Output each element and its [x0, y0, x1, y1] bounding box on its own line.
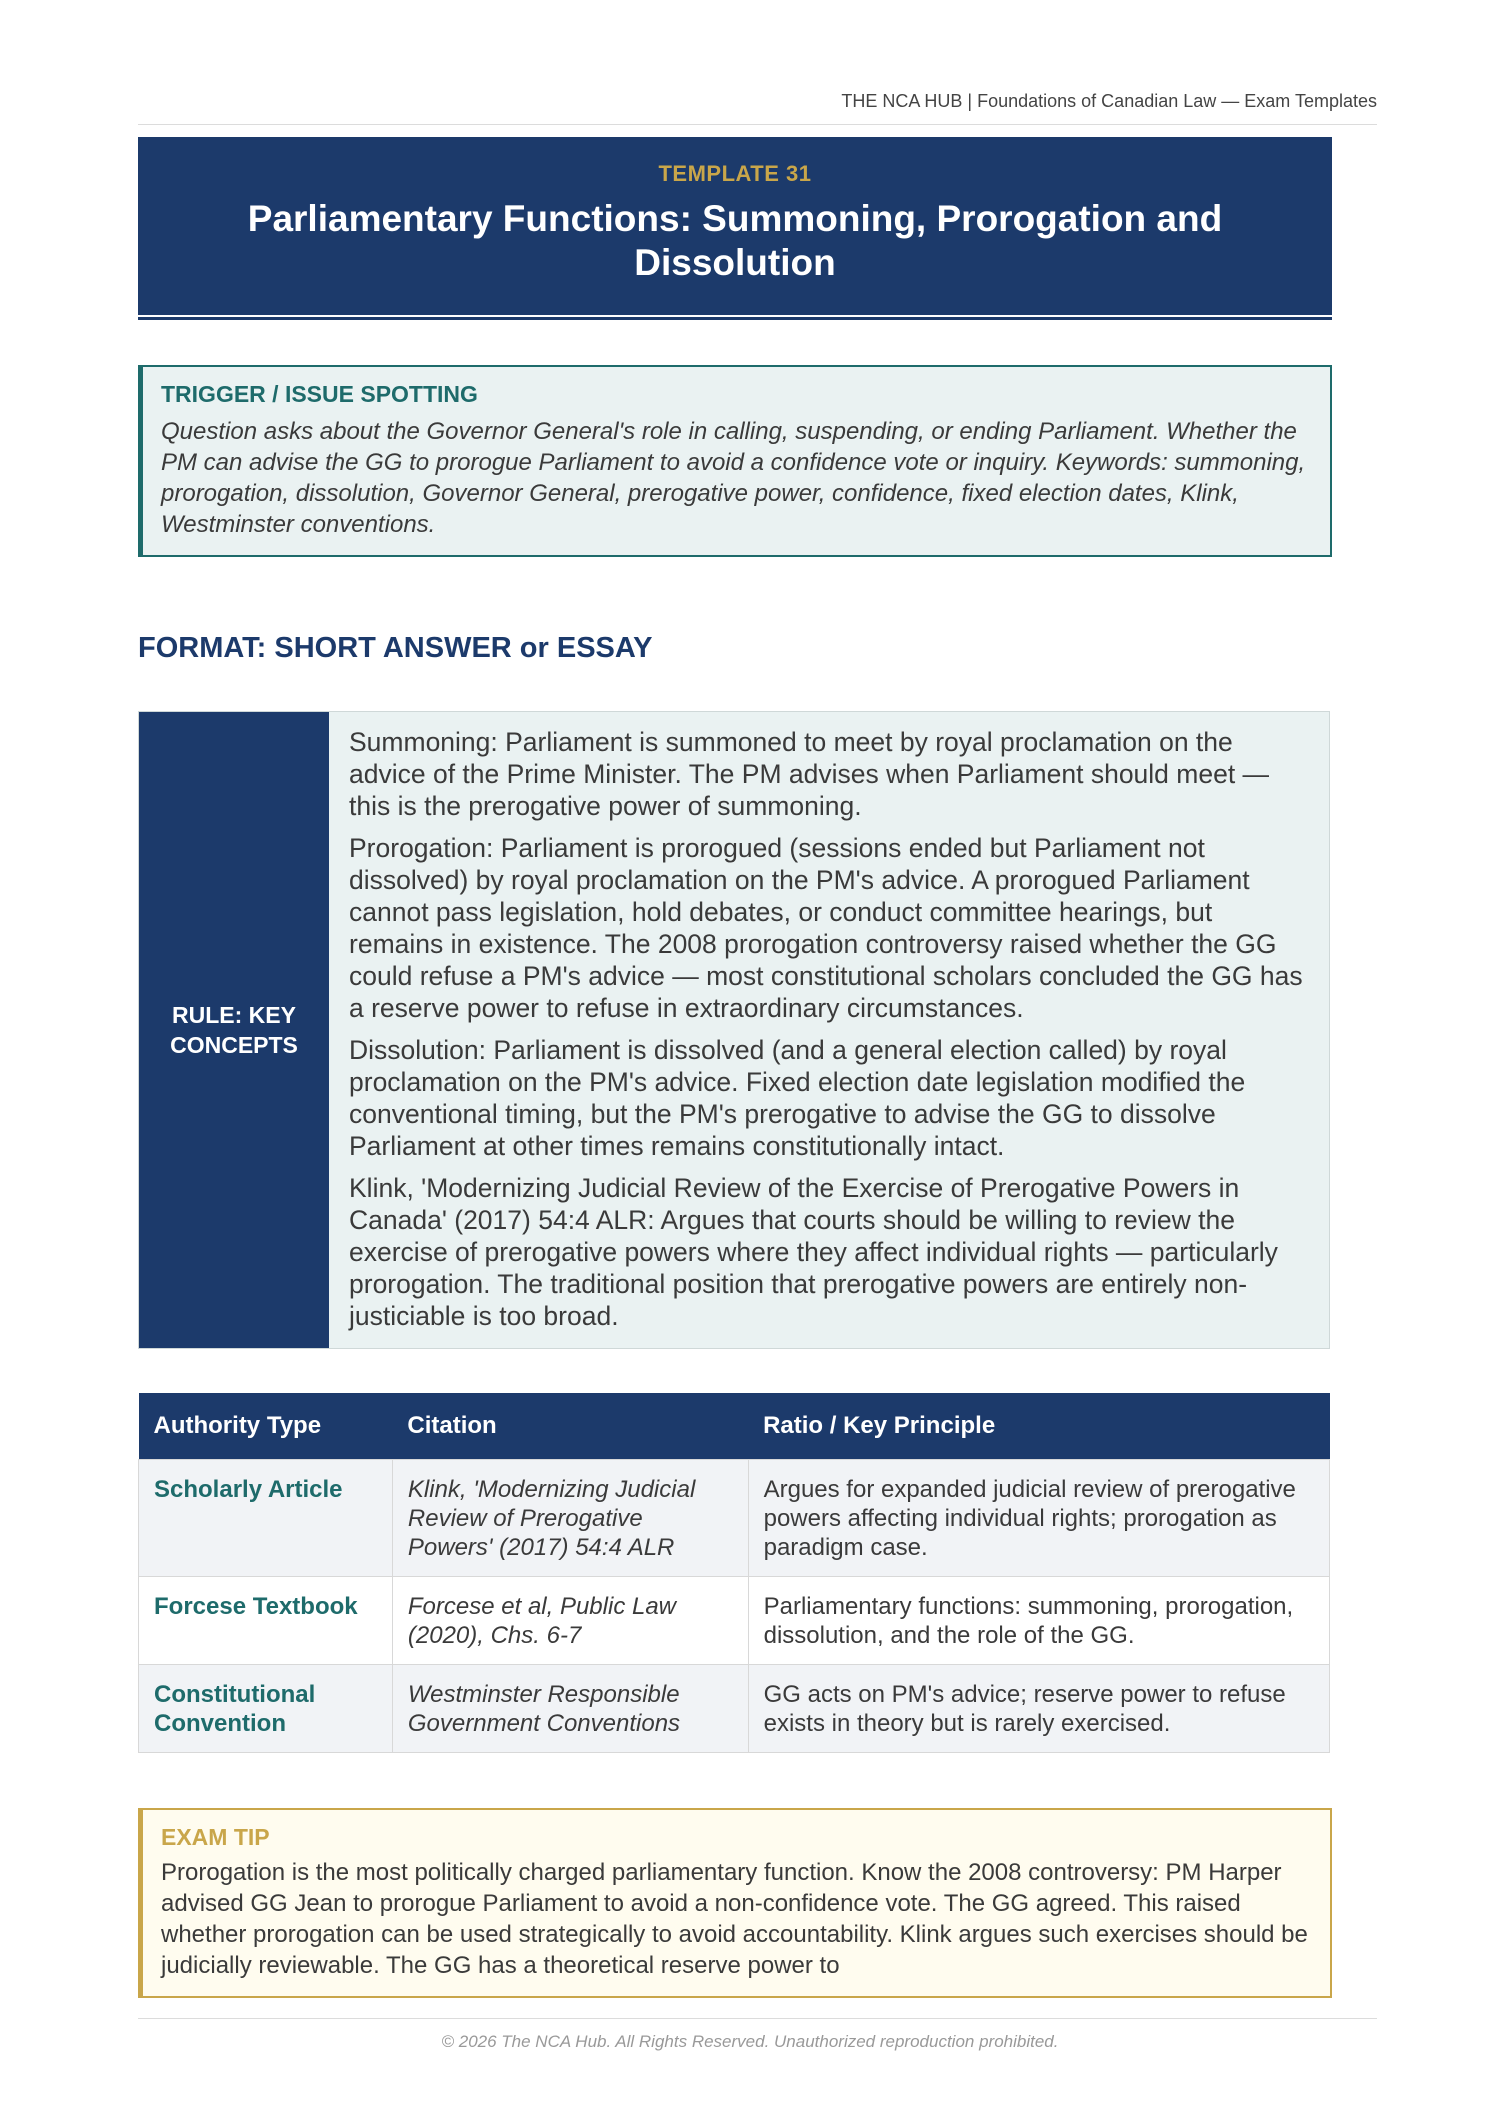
rule-paragraph-klink: Klink, 'Modernizing Judicial Review of the Exercise of Prerogative Powers in Canada' (2017) 54:4 ALR: Argues that courts should be willing to review the exercise of prerogative powers where they affect individual rights — particularly prorogation. The traditional position that prerogative powers are entirely non-justiciable is too broad.: [349, 1173, 1278, 1331]
ratio-cell: Parliamentary functions: summoning, prorogation, dissolution, and the role of the GG.: [748, 1577, 1329, 1665]
title-banner: [138, 137, 1332, 317]
table-row: [139, 1665, 1330, 1753]
authority-type-cell: Constitutional Convention: [139, 1665, 393, 1753]
authority-type-cell: Scholarly Article: [139, 1460, 393, 1577]
format-heading: FORMAT: SHORT ANSWER or ESSAY: [138, 632, 653, 664]
rule-box: [138, 711, 1330, 1349]
page-header: THE NCA HUB | Foundations of Canadian Law — Exam Templates: [138, 88, 1377, 125]
citation-cell: Klink, 'Modernizing Judicial Review of Prerogative Powers' (2017) 54:4 ALR: [392, 1460, 748, 1577]
table-header-row: [139, 1393, 1330, 1460]
exam-tip-text: Prorogation is the most politically charged parliamentary function. Know the 2008 controversy: PM Harper advised GG Jean to prorogue Parliament to avoid a non-confidence vote. The GG agreed. This raised whether prorogation can be used strategically to avoid accountability. Klink argues such exercises should be judicially reviewable. The GG has a theoretical reserve power to: [161, 1859, 1308, 1979]
rule-paragraph-prorogation: Prorogation: Parliament is prorogued (sessions ended but Parliament not dissolved) by royal proclamation on the PM's advice. A prorogued Parliament cannot pass legislation, hold debates, or conduct committee hearings, but remains in existence. The 2008 prorogation controversy raised whether the GG could refuse a PM's advice — most constitutional scholars concluded the GG has a reserve power to refuse in extraordinary circumstances.: [349, 833, 1303, 1023]
table-header: Ratio / Key Principle: [748, 1393, 1329, 1460]
trigger-box: [138, 365, 1332, 557]
rule-content: [329, 712, 1329, 1348]
citation-cell: Forcese et al, Public Law (2020), Chs. 6-7: [392, 1577, 748, 1665]
rule-paragraph-dissolution: Dissolution: Parliament is dissolved (and a general election called) by royal proclamation on the PM's advice. Fixed election date legislation modified the conventional timing, but the PM's prerogative to advise the GG to dissolve Parliament at other times remains constitutionally intact.: [349, 1035, 1246, 1161]
citation-cell: Westminster Responsible Government Conventions: [392, 1665, 748, 1753]
authority-table: [138, 1393, 1330, 1753]
table-header: Citation: [392, 1393, 748, 1460]
trigger-title: TRIGGER / ISSUE SPOTTING: [161, 381, 478, 407]
table-row: [139, 1460, 1330, 1577]
authority-type-cell: Forcese Textbook: [139, 1577, 393, 1665]
trigger-text: Question asks about the Governor General's role in calling, suspending, or ending Parliament. Whether the PM can advise the GG to prorogue Parliament to avoid a confidence vote or inquiry. Keywords: summoning, prorogation, dissolution, Governor General, prerogative power, confidence, fixed election dates, Klink, Westminster conventions.: [161, 418, 1306, 538]
page-title: Parliamentary Functions: Summoning, Prorogation and Dissolution: [247, 198, 1223, 283]
exam-tip-title: EXAM TIP: [161, 1824, 270, 1850]
ratio-cell: GG acts on PM's advice; reserve power to refuse exists in theory but is rarely exercised.: [748, 1665, 1329, 1753]
footer-divider: [138, 2018, 1377, 2019]
footer-copyright: © 2026 The NCA Hub. All Rights Reserved. Unauthorized reproduction prohibited.: [441, 2032, 1059, 2051]
ratio-cell: Argues for expanded judicial review of prerogative powers affecting individual rights; prorogation as paradigm case.: [748, 1460, 1329, 1577]
table-row: [139, 1577, 1330, 1665]
rule-paragraph-summoning: Summoning: Parliament is summoned to meet by royal proclamation on the advice of the Prime Minister. The PM advises when Parliament should meet — this is the prerogative power of summoning.: [349, 727, 1270, 821]
rule-label: RULE: KEY CONCEPTS: [139, 712, 329, 1348]
table-header: Authority Type: [139, 1393, 393, 1460]
exam-tip-box: [138, 1808, 1332, 1998]
template-label: TEMPLATE 31: [658, 161, 812, 186]
